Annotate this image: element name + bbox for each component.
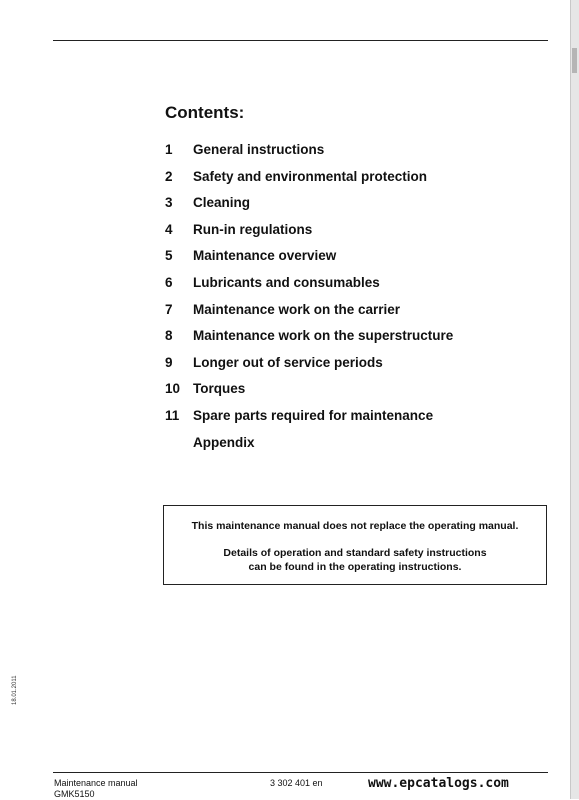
toc-title: Maintenance work on the superstructure <box>193 328 454 344</box>
toc-title: Appendix <box>193 434 255 450</box>
toc-entry[interactable] <box>165 222 545 249</box>
toc-number: 4 <box>165 221 173 237</box>
notice-box <box>163 505 547 585</box>
footer-url[interactable]: www.epcatalogs.com <box>368 776 509 791</box>
toc-number: 10 <box>165 381 181 397</box>
toc-entry[interactable] <box>165 169 545 196</box>
toc-title: Maintenance work on the carrier <box>193 301 401 317</box>
toc-entry[interactable] <box>165 275 545 302</box>
toc-number: 9 <box>165 354 173 370</box>
toc-number: 6 <box>165 274 173 290</box>
toc-number: 8 <box>165 328 173 344</box>
toc-number: 1 <box>165 142 173 157</box>
toc-title: General instructions <box>193 142 325 157</box>
footer-model: GMK5150 <box>54 789 95 799</box>
bottom-divider <box>53 772 548 773</box>
toc-title: Longer out of service periods <box>193 354 383 370</box>
table-of-contents <box>165 142 545 461</box>
toc-entry[interactable] <box>165 248 545 275</box>
notice-text: can be found in the operating instructions. <box>248 561 462 573</box>
toc-title: Cleaning <box>193 195 251 211</box>
toc-title: Torques <box>193 381 246 397</box>
toc-number: 5 <box>165 248 173 264</box>
toc-number: 11 <box>165 407 180 423</box>
toc-title: Spare parts required for maintenance <box>193 407 434 423</box>
top-divider <box>53 40 548 41</box>
toc-number: 3 <box>165 195 173 211</box>
toc-title: Lubricants and consumables <box>193 274 380 290</box>
print-date: 18.01.2011 <box>12 675 18 705</box>
toc-title: Maintenance overview <box>193 248 337 264</box>
page-title: Contents: <box>165 103 245 122</box>
scrollbar[interactable] <box>570 0 579 799</box>
toc-entry[interactable] <box>165 435 545 462</box>
notice-text: Details of operation and standard safety instructions <box>223 547 487 559</box>
toc-entry[interactable] <box>165 302 545 329</box>
toc-entry[interactable] <box>165 195 545 222</box>
toc-entry[interactable] <box>165 408 545 435</box>
scrollbar-thumb[interactable] <box>572 48 577 73</box>
toc-entry[interactable] <box>165 142 545 169</box>
toc-entry[interactable] <box>165 381 545 408</box>
toc-number: 2 <box>165 168 173 184</box>
footer-info <box>54 778 138 800</box>
toc-entry[interactable] <box>165 355 545 382</box>
footer-doc-number: 3 302 401 en <box>270 778 323 788</box>
toc-title: Run-in regulations <box>193 221 313 237</box>
toc-title: Safety and environmental protection <box>193 168 428 184</box>
footer-doc-type: Maintenance manual <box>54 778 138 788</box>
toc-entry[interactable] <box>165 328 545 355</box>
toc-number: 7 <box>165 301 173 317</box>
notice-text: This maintenance manual does not replace the operating manual. <box>191 520 519 532</box>
